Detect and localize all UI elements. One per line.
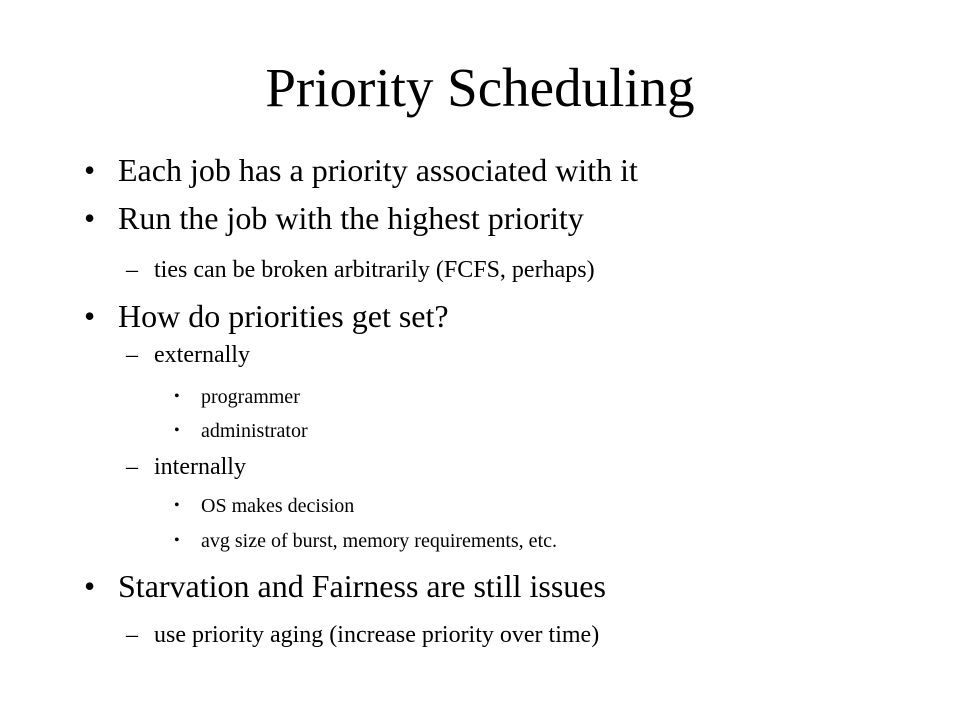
bullet-text: Run the job with the highest priority (118, 200, 584, 236)
dash-marker: – (126, 622, 138, 648)
bullet-text: Each job has a priority associated with it (118, 152, 638, 188)
bullet-text: use priority aging (increase priority over time) (154, 622, 600, 648)
bullet-text: internally (154, 454, 246, 480)
dash-marker: – (126, 342, 138, 368)
bullet-marker: • (174, 532, 180, 549)
bullet-text: externally (154, 342, 250, 368)
bullet-text: avg size of burst, memory requirements, etc. (201, 530, 557, 552)
bullet-text: ties can be broken arbitrarily (FCFS, perhaps) (154, 257, 595, 283)
bullet-marker: • (174, 497, 180, 514)
dash-marker: – (126, 454, 138, 480)
bullet-text: Starvation and Fairness are still issues (118, 568, 606, 604)
bullet-marker: • (174, 388, 180, 405)
bullet-marker: • (84, 200, 96, 236)
bullet-text: administrator (201, 420, 308, 442)
bullet-text: OS makes decision (201, 495, 355, 517)
dash-marker: – (126, 257, 138, 283)
bullet-marker: • (84, 568, 96, 604)
slide-title: Priority Scheduling (265, 57, 695, 118)
bullet-marker: • (84, 298, 96, 334)
bullet-marker: • (84, 152, 96, 188)
bullet-text: How do priorities get set? (118, 298, 449, 334)
bullet-text: programmer (201, 386, 300, 408)
bullet-marker: • (174, 422, 180, 439)
